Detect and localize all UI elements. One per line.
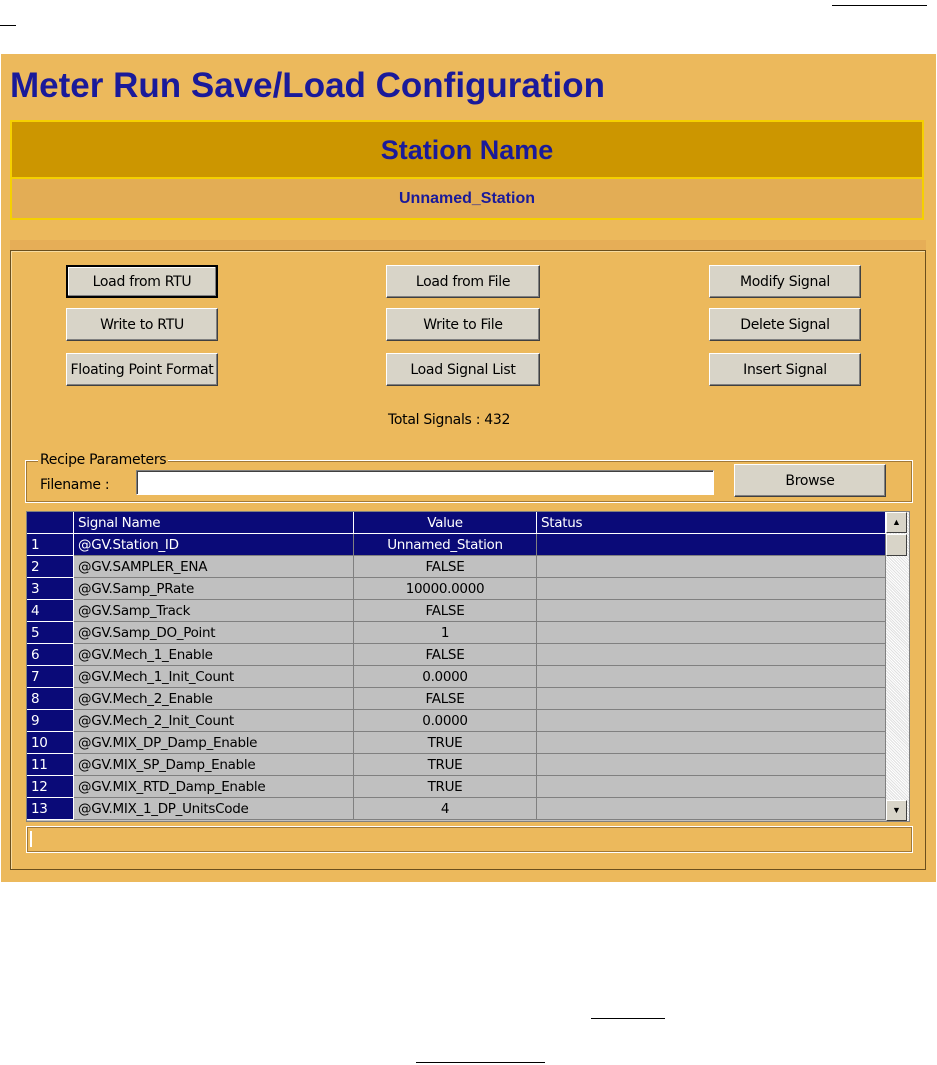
status-cell[interactable] [537, 732, 886, 754]
table-row[interactable] [27, 776, 886, 798]
station-name-box [10, 120, 924, 220]
row-number: 5 [27, 622, 74, 644]
value-cell[interactable]: TRUE [354, 754, 537, 776]
table-row[interactable] [27, 534, 886, 556]
value-cell[interactable]: Unnamed_Station [354, 534, 537, 556]
write-to-rtu-button[interactable]: Write to RTU [66, 308, 218, 341]
status-cell[interactable] [537, 776, 886, 798]
value-cell[interactable]: TRUE [354, 776, 537, 798]
row-number: 4 [27, 600, 74, 622]
status-cell[interactable] [537, 688, 886, 710]
value-cell[interactable]: 0.0000 [354, 666, 537, 688]
doc-rule-top-left [0, 25, 16, 26]
status-bar [26, 826, 913, 853]
value-cell[interactable]: FALSE [354, 688, 537, 710]
write-to-file-button[interactable]: Write to File [386, 308, 540, 341]
row-number: 11 [27, 754, 74, 776]
status-cell[interactable] [537, 600, 886, 622]
value-cell[interactable]: 0.0000 [354, 710, 537, 732]
signal-name-cell[interactable]: @GV.MIX_SP_Damp_Enable [74, 754, 354, 776]
status-text-caret [30, 831, 32, 847]
station-name-header: Station Name [12, 122, 922, 179]
status-cell[interactable] [537, 622, 886, 644]
signal-name-cell[interactable]: @GV.MIX_DP_Damp_Enable [74, 732, 354, 754]
row-number: 9 [27, 710, 74, 732]
table-row[interactable] [27, 556, 886, 578]
scroll-down-arrow-icon[interactable]: ▼ [886, 800, 907, 821]
header-value[interactable]: Value [354, 512, 537, 534]
value-cell[interactable]: 1 [354, 622, 537, 644]
row-number: 13 [27, 798, 74, 820]
load-from-file-button[interactable]: Load from File [386, 265, 540, 298]
row-number: 1 [27, 534, 74, 556]
status-cell[interactable] [537, 556, 886, 578]
grid-header-row [27, 512, 886, 534]
recipe-parameters-legend: Recipe Parameters [40, 452, 167, 468]
value-cell[interactable]: FALSE [354, 600, 537, 622]
filename-label: Filename : [40, 477, 110, 493]
header-row-number [27, 512, 74, 534]
table-row[interactable] [27, 600, 886, 622]
doc-rule-bottom-2 [416, 1062, 545, 1063]
signal-name-cell[interactable]: @GV.SAMPLER_ENA [74, 556, 354, 578]
doc-rule-top-right [832, 5, 927, 6]
status-cell[interactable] [537, 798, 886, 820]
page-title: Meter Run Save/Load Configuration [10, 66, 606, 105]
inner-panel-top-band [10, 240, 926, 250]
status-cell[interactable] [537, 534, 886, 556]
load-signal-list-button[interactable]: Load Signal List [386, 353, 540, 386]
status-cell[interactable] [537, 710, 886, 732]
signal-name-cell[interactable]: @GV.MIX_RTD_Damp_Enable [74, 776, 354, 798]
signal-name-cell[interactable]: @GV.Samp_DO_Point [74, 622, 354, 644]
table-row[interactable] [27, 688, 886, 710]
scroll-up-arrow-icon[interactable]: ▲ [886, 512, 907, 533]
signal-name-cell[interactable]: @GV.Mech_2_Init_Count [74, 710, 354, 732]
row-number: 6 [27, 644, 74, 666]
value-cell[interactable]: FALSE [354, 556, 537, 578]
value-cell[interactable]: FALSE [354, 644, 537, 666]
value-cell[interactable]: TRUE [354, 732, 537, 754]
table-row[interactable] [27, 798, 886, 820]
signal-name-cell[interactable]: @GV.Station_ID [74, 534, 354, 556]
table-row[interactable] [27, 666, 886, 688]
grid-vertical-scrollbar[interactable] [886, 512, 909, 821]
signal-name-cell[interactable]: @GV.MIX_1_DP_UnitsCode [74, 798, 354, 820]
floating-point-format-button[interactable]: Floating Point Format [66, 353, 218, 386]
delete-signal-button[interactable]: Delete Signal [709, 308, 861, 341]
status-cell[interactable] [537, 644, 886, 666]
row-number: 7 [27, 666, 74, 688]
table-row[interactable] [27, 578, 886, 600]
status-cell[interactable] [537, 578, 886, 600]
status-cell[interactable] [537, 666, 886, 688]
header-status[interactable]: Status [537, 512, 886, 534]
row-number: 12 [27, 776, 74, 798]
load-from-rtu-button[interactable]: Load from RTU [66, 265, 218, 298]
scroll-thumb[interactable] [886, 534, 907, 556]
signal-grid[interactable] [26, 511, 910, 822]
table-row[interactable] [27, 622, 886, 644]
doc-rule-bottom-1 [591, 1018, 665, 1019]
filename-input[interactable] [136, 470, 714, 495]
row-number: 8 [27, 688, 74, 710]
browse-button[interactable]: Browse [734, 464, 886, 497]
row-number: 10 [27, 732, 74, 754]
table-row[interactable] [27, 710, 886, 732]
status-cell[interactable] [537, 754, 886, 776]
signal-name-cell[interactable]: @GV.Mech_1_Enable [74, 644, 354, 666]
table-row[interactable] [27, 644, 886, 666]
signal-name-cell[interactable]: @GV.Mech_1_Init_Count [74, 666, 354, 688]
station-name-value: Unnamed_Station [12, 179, 922, 218]
table-row[interactable] [27, 754, 886, 776]
table-row[interactable] [27, 732, 886, 754]
row-number: 2 [27, 556, 74, 578]
row-number: 3 [27, 578, 74, 600]
signal-name-cell[interactable]: @GV.Mech_2_Enable [74, 688, 354, 710]
insert-signal-button[interactable]: Insert Signal [709, 353, 861, 386]
signal-name-cell[interactable]: @GV.Samp_Track [74, 600, 354, 622]
value-cell[interactable]: 4 [354, 798, 537, 820]
signal-name-cell[interactable]: @GV.Samp_PRate [74, 578, 354, 600]
total-signals-label: Total Signals : 432 [388, 412, 511, 428]
value-cell[interactable]: 10000.0000 [354, 578, 537, 600]
modify-signal-button[interactable]: Modify Signal [709, 265, 861, 298]
header-signal-name[interactable]: Signal Name [74, 512, 354, 534]
